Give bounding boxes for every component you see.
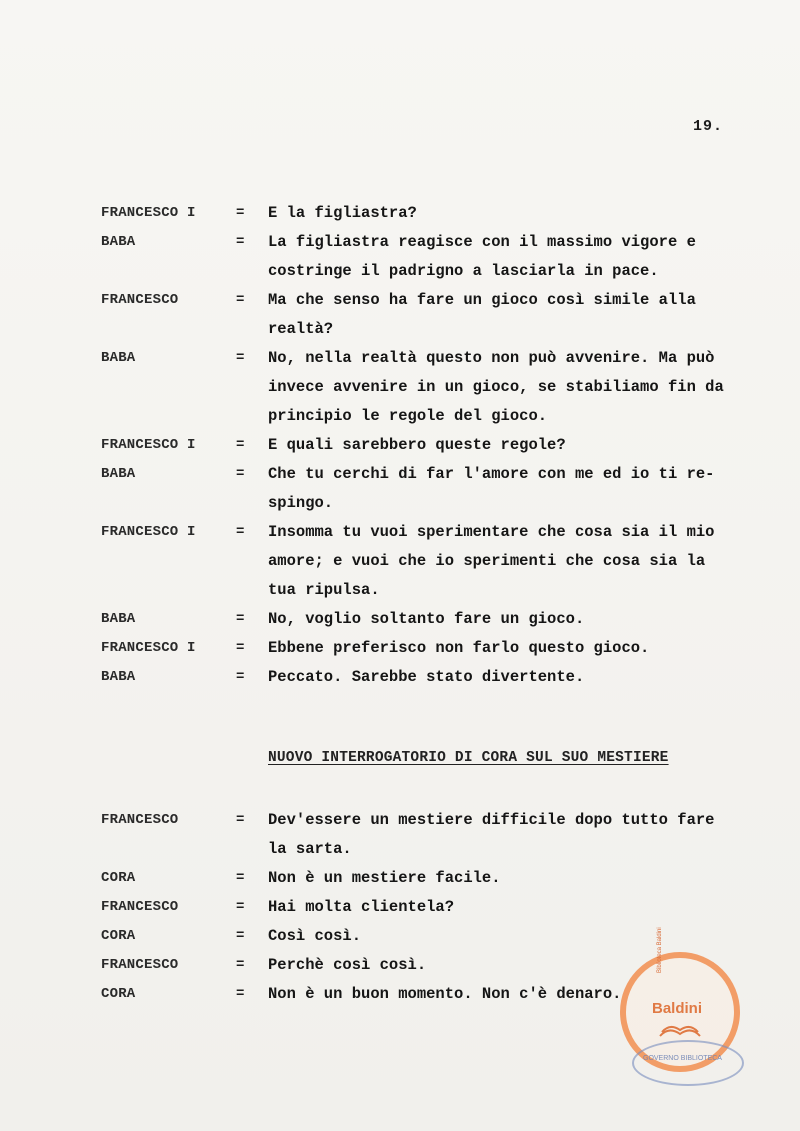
dialogue-dash: = [236,205,245,221]
dialogue-line: Hai molta clientela? [268,898,455,916]
dialogue-line: costringe il padrigno a lasciarla in pace. [268,262,659,280]
dialogue-line: Perchè così così. [268,956,427,974]
speaker-name: FRANCESCO [101,957,179,973]
dialogue-line: Insomma tu vuoi sperimentare che cosa sia il mio [268,523,715,541]
book-icon [658,1020,702,1038]
dialogue-dash: = [236,466,245,482]
dialogue-dash: = [236,292,245,308]
dialogue-line: amore; e vuoi che io sperimenti che cosa sia la [268,552,706,570]
dialogue-dash: = [236,640,245,656]
section-title: NUOVO INTERROGATORIO DI CORA SUL SUO MESTIERE [268,750,669,766]
speaker-name: FRANCESCO [101,899,179,915]
dialogue-line: Non è un mestiere facile. [268,869,501,887]
speaker-name: CORA [101,870,136,886]
dialogue-line: principio le regole del gioco. [268,407,548,425]
stamp-small-text: Biblioteca Baldini [657,927,663,973]
speaker-name: BABA [101,234,136,250]
dialogue-line: E quali sarebbero queste regole? [268,436,566,454]
dialogue-dash: = [236,524,245,540]
stamp-name: Baldini [652,1000,703,1017]
oval-stamp [632,1040,744,1086]
dialogue-dash: = [236,669,245,685]
speaker-name: CORA [101,986,136,1002]
dialogue-line: No, nella realtà questo non può avvenire. Ma può [268,349,715,367]
dialogue-dash: = [236,899,245,915]
dialogue-line: Ma che senso ha fare un gioco così simile alla [268,291,696,309]
dialogue-line: la sarta. [268,840,352,858]
dialogue-line: invece avvenire in un gioco, se stabiliamo fin da [268,378,724,396]
speaker-name: FRANCESCO I [101,205,196,221]
speaker-name: CORA [101,928,136,944]
speaker-name: FRANCESCO [101,812,179,828]
dialogue-line: tua ripulsa. [268,581,380,599]
dialogue-dash: = [236,437,245,453]
dialogue-line: realtà? [268,320,334,338]
dialogue-line: E la figliastra? [268,204,417,222]
dialogue-line: La figliastra reagisce con il massimo vigore e [268,233,696,251]
speaker-name: FRANCESCO I [101,524,196,540]
dialogue-dash: = [236,611,245,627]
dialogue-line: Non è un buon momento. Non c'è denaro. [268,985,622,1003]
dialogue-line: Così così. [268,927,362,945]
dialogue-dash: = [236,957,245,973]
speaker-name: BABA [101,669,136,685]
dialogue-line: Dev'essere un mestiere difficile dopo tutto fare [268,811,715,829]
dialogue-dash: = [236,986,245,1002]
dialogue-line: Peccato. Sarebbe stato divertente. [268,668,585,686]
dialogue-dash: = [236,928,245,944]
speaker-name: FRANCESCO I [101,640,196,656]
oval-stamp-text: GOVERNO BIBLIOTECA [643,1055,722,1062]
dialogue-line: spingo. [268,494,334,512]
speaker-name: BABA [101,466,136,482]
dialogue-line: Che tu cerchi di far l'amore con me ed io ti re- [268,465,715,483]
dialogue-line: No, voglio soltanto fare un gioco. [268,610,585,628]
dialogue-dash: = [236,350,245,366]
page-number: 19. [693,118,724,135]
dialogue-dash: = [236,870,245,886]
dialogue-line: Ebbene preferisco non farlo questo gioco. [268,639,650,657]
speaker-name: BABA [101,350,136,366]
speaker-name: FRANCESCO [101,292,179,308]
speaker-name: BABA [101,611,136,627]
dialogue-dash: = [236,234,245,250]
dialogue-dash: = [236,812,245,828]
speaker-name: FRANCESCO I [101,437,196,453]
